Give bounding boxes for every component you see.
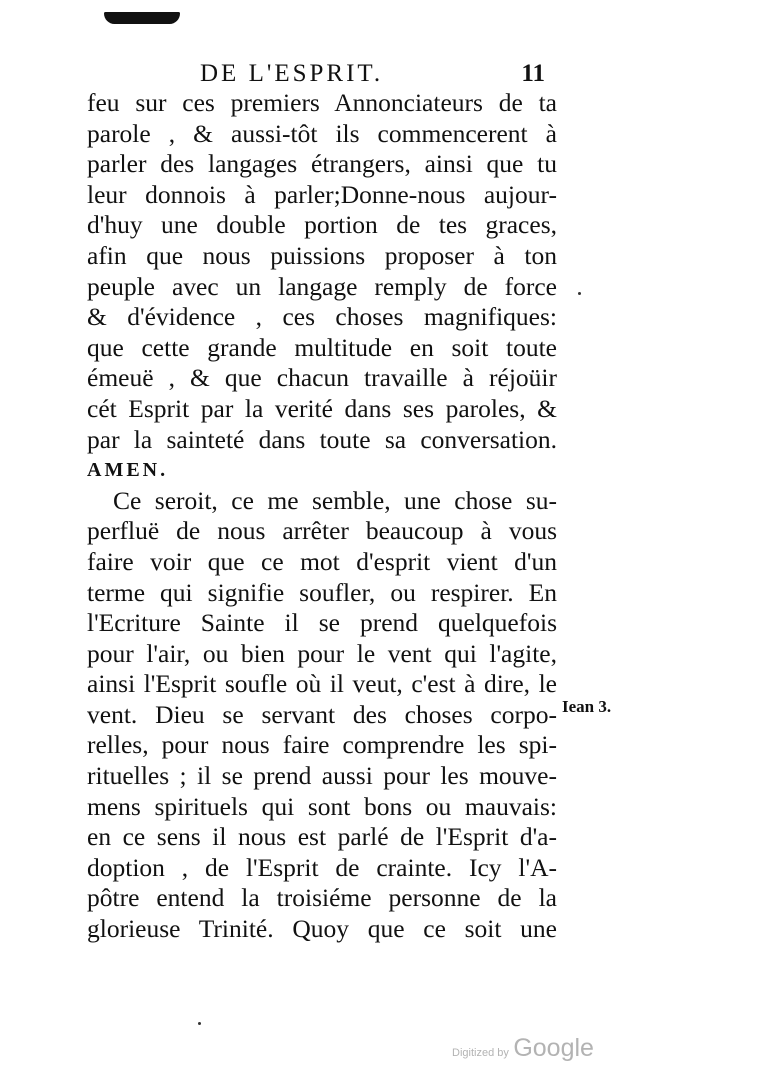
text-line: & d'évidence , ces choses magnifiques: — [87, 302, 557, 332]
ink-speck — [198, 1022, 201, 1025]
text-line: relles, pour nous faire comprendre les spi- — [87, 730, 557, 760]
running-title: DE L'ESPRIT. — [200, 60, 384, 87]
watermark-prefix: Digitized by — [452, 1047, 509, 1059]
google-logo: Google — [513, 1034, 594, 1062]
text-line: feu sur ces premiers Annonciateurs de ta — [87, 88, 557, 117]
text-line: rituelles ; il se prend aussi pour les mouve- — [87, 761, 557, 791]
text-line: glorieuse Trinité. Quoy que ce soit une — [87, 914, 557, 944]
running-head — [200, 60, 545, 90]
text-line: par la sainteté dans toute sa conversation. — [87, 424, 557, 454]
text-line: ainsi l'Esprit soufle où il veut, c'est à dire, le — [87, 669, 557, 699]
text-line: afin que nous puissions proposer à ton — [87, 240, 557, 270]
text-line: en ce sens il nous est parlé de l'Esprit d'a- — [87, 822, 557, 852]
page-number: 11 — [521, 60, 545, 87]
text-line: l'Ecriture Sainte il se prend quelquefois — [87, 608, 557, 638]
text-line: leur donnois à parler;Donne-nous aujour- — [87, 179, 557, 209]
ink-blot — [104, 12, 180, 24]
text-line: cét Esprit par la verité dans ses paroles, & — [87, 393, 557, 423]
text-line: émeuë , & que chacun travaille à réjoüir — [87, 363, 557, 393]
text-line: pôtre entend la troisiéme personne de la — [87, 883, 557, 913]
text-line: terme qui signifie soufler, ou respirer. En — [87, 577, 557, 607]
text-line: d'huy une double portion de tes graces, — [87, 210, 557, 240]
amen-line: AMEN. — [87, 459, 169, 482]
body-text — [87, 88, 557, 945]
text-line: doption , de l'Esprit de crainte. Icy l'A- — [87, 852, 557, 882]
ink-speck — [578, 292, 581, 295]
text-line: parler des langages étrangers, ainsi que tu — [87, 149, 557, 179]
text-line: que cette grande multitude en soit toute — [87, 332, 557, 362]
text-line: faire voir que ce mot d'esprit vient d'un — [87, 546, 557, 576]
text-line: mens spirituels qui sont bons ou mauvais: — [87, 791, 557, 821]
text-line: Ce seroit, ce me semble, une chose su- — [113, 485, 557, 515]
text-line: pour l'air, ou bien pour le vent qui l'agite, — [87, 638, 557, 668]
text-line: vent. Dieu se servant des choses corpo- — [87, 699, 557, 729]
text-line: perfluë de nous arrêter beaucoup à vous — [87, 516, 557, 546]
margin-note: Iean 3. — [562, 697, 612, 716]
text-line: peuple avec un langage remply de force — [87, 271, 557, 301]
digitized-watermark — [452, 1034, 594, 1063]
text-line: parole , & aussi-tôt ils commencerent à — [87, 118, 557, 148]
